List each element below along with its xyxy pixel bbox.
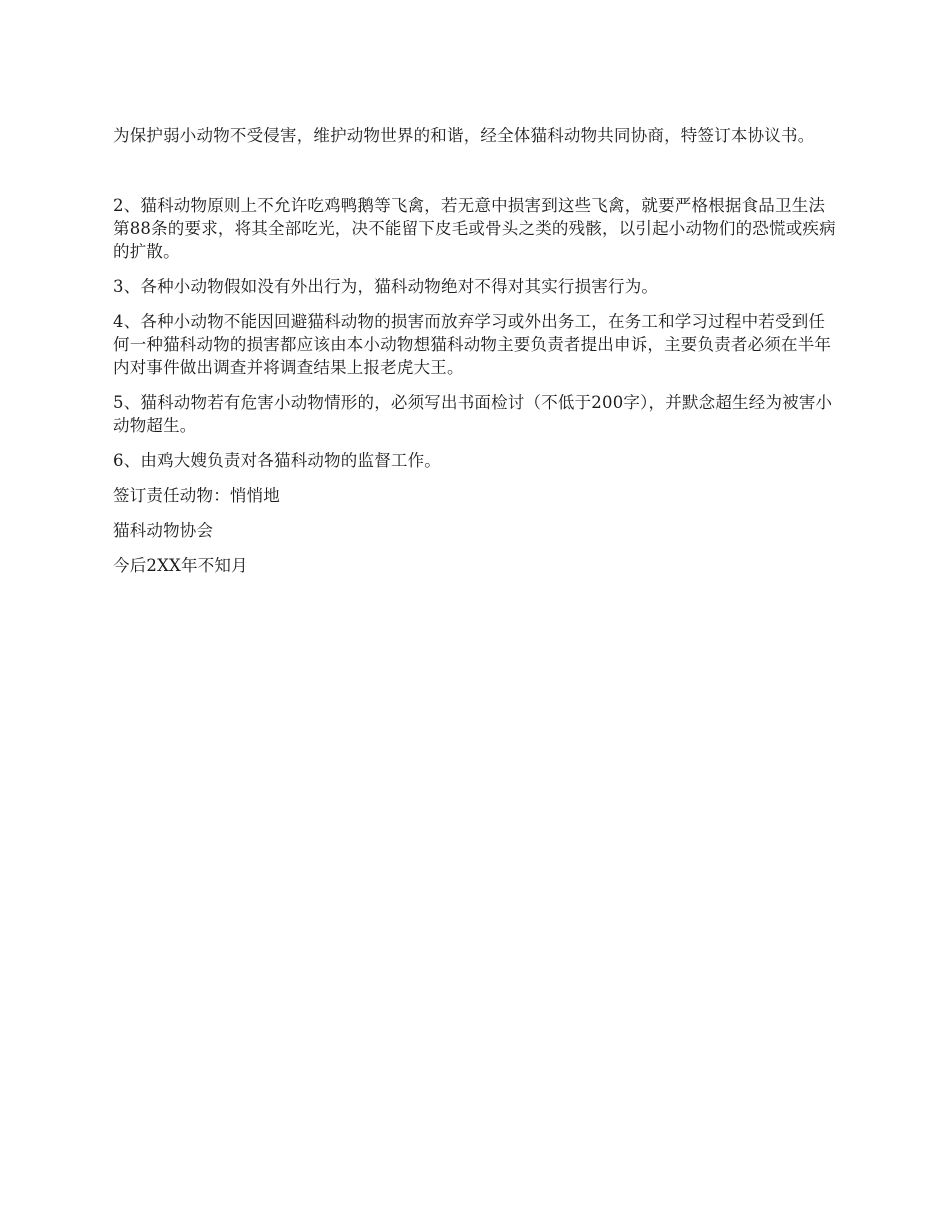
intro-paragraph: 为保护弱小动物不受侵害，维护动物世界的和谐，经全体猫科动物共同协商，特签订本协议书。 <box>113 126 815 145</box>
organization-line: 猫科动物协会 <box>113 521 214 540</box>
clause-6: 6、由鸡大嫂负责对各猫科动物的监督工作。 <box>113 451 441 470</box>
clause-2: 2、猫科动物原则上不允许吃鸡鸭鹅等飞禽，若无意中损害到这些飞禽，就要严格根据食品卫生法第88条的要求，将其全部吃光，决不能留下皮毛或骨头之类的残骸，以引起小动物们的恐慌或疾病的扩散。 <box>113 196 836 261</box>
paragraph-gap <box>113 147 839 194</box>
signatory-line: 签订责任动物：悄悄地 <box>113 486 280 505</box>
document-body <box>113 124 839 589</box>
date-line: 今后2XX年不知月 <box>113 556 248 575</box>
clause-5: 5、猫科动物若有危害小动物情形的，必须写出书面检讨（不低于200字），并默念超生经为被害小动物超生。 <box>113 393 833 435</box>
clause-4: 4、各种小动物不能因回避猫科动物的损害而放弃学习或外出务工，在务工和学习过程中若受到任何一种猫科动物的损害都应该由本小动物想猫科动物主要负责者提出申诉，主要负责者必须在半年内对事件做出调查并将调查结果上报老虎大王。 <box>113 312 832 377</box>
clause-3: 3、各种小动物假如没有外出行为，猫科动物绝对不得对其实行损害行为。 <box>113 277 659 296</box>
